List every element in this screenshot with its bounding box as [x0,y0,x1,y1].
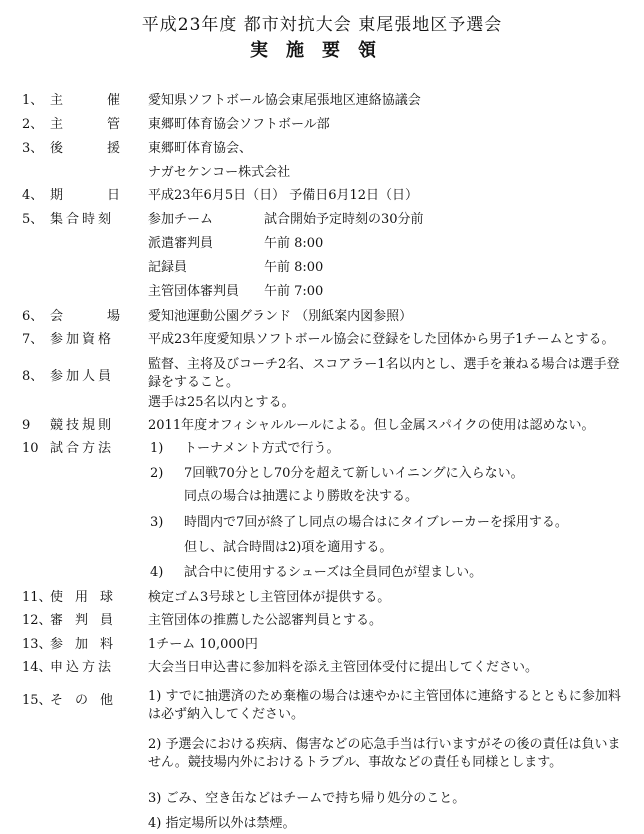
item-value: 東郷町体育協会、 [148,141,253,156]
assembly-time: 午前 8:00 [264,260,324,275]
item-label: その他 [50,693,126,708]
assembly-time: 午前 7:00 [264,284,324,299]
item-number: 6、 [22,309,44,324]
item-label: 申込方法 [50,660,115,675]
item-other [0,688,644,834]
assembly-who: 主管団体審判員 [148,284,240,299]
item-label: 参加資格 [50,332,115,347]
document-title: 平成23年度 都市対抗大会 東尾張地区予選会 [141,15,503,35]
item-number: 14、 [22,660,52,675]
item-number: 4、 [22,188,44,203]
item-label: 試合方法 [50,441,115,456]
method-text-line2: 同点の場合は抽選により勝敗を決する。 [184,489,419,504]
other-note: 2) 予選会における疾病、傷害などの応急手当は行いますがその後の責任は負いません。競技場内外におけるトラブル、事故などの責任も同様とします。 [148,737,621,770]
other-note: 1) すでに抽選済のため棄権の場合は速やかに主管団体に連絡するとともに参加料は必ず納入してください。 [148,689,621,722]
item-label: 主催 [50,93,165,108]
item-number: 5、 [22,212,44,227]
item-number: 13、 [22,637,52,652]
method-text: 時間内で7回が終了し同点の場合はにタイブレーカーを採用する。 [184,515,568,530]
item-label: 参加料 [50,637,126,652]
item-value-line2: ナガセケンコー株式会社 [148,165,291,180]
item-value: 検定ゴム3号球とし主管団体が提供する。 [148,590,391,605]
method-text: 7回戦70分とし70分を超えて新しいイニングに入らない。 [184,466,524,481]
other-note: 4) 指定場所以外は禁煙。 [148,816,296,831]
document-subtitle: 実施要領 [250,40,394,61]
item-number: 9 [22,418,31,433]
assembly-time: 試合開始予定時刻の30分前 [264,212,424,227]
assembly-who: 参加チーム [148,212,214,227]
item-number: 10 [22,441,39,456]
method-number: 4) [150,565,164,580]
assembly-who: 記録員 [148,260,188,275]
item-label: 会場 [50,309,165,324]
item-match-method [0,440,644,580]
item-label: 後援 [50,141,165,156]
item-number: 12、 [22,613,52,628]
item-sponsor [0,140,644,180]
item-value: 監督、主将及びコーチ2名、スコアラー1名以内とし、選手を兼ねる場合は選手登録をすること。 [148,357,620,390]
item-value: 愛知県ソフトボール協会東尾張地区連絡協議会 [148,93,421,108]
item-label: 集合時刻 [50,212,115,227]
item-value: 愛知池運動公園グランド （別紙案内図参照） [148,309,413,324]
item-value: 平成23年度愛知県ソフトボール協会に登録をした団体から男子1チームとする。 [148,332,615,347]
item-number: 7、 [22,332,44,347]
method-text: トーナメント方式で行う。 [184,441,340,456]
item-value: 主管団体の推薦した公認審判員とする。 [148,613,383,628]
item-number: 1、 [22,93,44,108]
item-value: 平成23年6月5日（日） 予備日6月12日（日） [148,188,419,203]
item-number: 15、 [22,693,52,708]
method-number: 1) [150,441,164,456]
other-note: 3) ごみ、空き缶などはチームで持ち帰り処分のこと。 [148,791,466,806]
item-label: 参加人員 [50,369,115,384]
item-label: 主管 [50,117,165,132]
assembly-time: 午前 8:00 [264,236,324,251]
item-number: 11、 [22,590,52,605]
item-number: 8、 [22,369,44,384]
item-label: 審判員 [50,613,126,628]
method-text-line2: 但し、試合時間は2)項を適用する。 [184,540,393,555]
item-label: 期日 [50,188,165,203]
method-number: 2) [150,466,164,481]
item-value-line2: 選手は25名以内とする。 [148,395,295,410]
method-number: 3) [150,515,164,530]
item-value: 東郷町体育協会ソフトボール部 [148,117,330,132]
assembly-who: 派遣審判員 [148,236,214,251]
item-number: 3、 [22,141,44,156]
item-assembly-time [0,211,644,301]
item-value: 1チーム 10,000円 [148,637,258,652]
method-text: 試合中に使用するシューズは全員同色が望ましい。 [184,565,483,580]
item-value: 大会当日申込書に参加料を添え主管団体受付に提出してください。 [148,660,539,675]
item-label: 使用球 [50,590,126,605]
item-value: 2011年度オフィシャルルールによる。但し金属スパイクの使用は認めない。 [148,418,595,433]
item-label: 競技規則 [50,418,115,433]
item-participants [0,356,644,412]
item-number: 2、 [22,117,44,132]
